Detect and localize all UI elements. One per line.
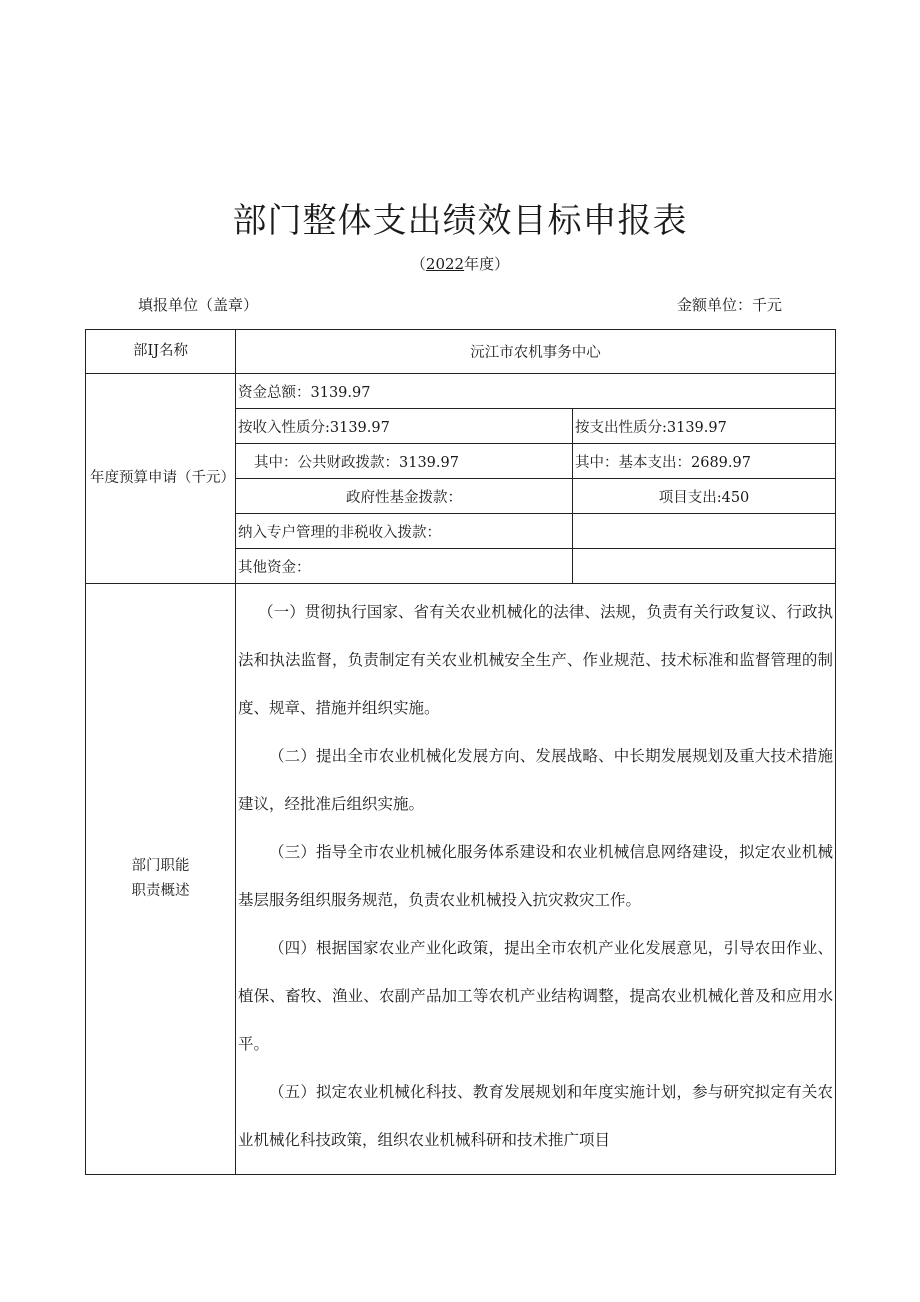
duty-item: （四）根据国家农业产业化政策，提出全市农机产业化发展意见，引导农田作业、植保、畜牧、渔业、农副产品加工等农机产业结构调整，提高农业机械化普及和应用水平。 bbox=[238, 939, 833, 1053]
performance-target-table bbox=[85, 329, 836, 1175]
duties-content bbox=[236, 584, 836, 1175]
duties-label bbox=[86, 584, 236, 1175]
budget-label: 年度预算申请（千元） bbox=[86, 374, 236, 584]
dept-name-row bbox=[86, 330, 836, 374]
amount-unit-label: 金额单位：千元 bbox=[676, 296, 782, 314]
budget-by-expense: 按支出性质分:3139.97 bbox=[573, 409, 836, 444]
page-title: 部门整体支出绩效目标申报表 bbox=[232, 201, 688, 241]
budget-project-expense: 项目支出:450 bbox=[573, 479, 836, 514]
duty-item: （五）拟定农业机械化科技、教育发展规划和年度实施计划，参与研究拟定有关农业机械化科技政策，组织农业机械科研和技术推广项目 bbox=[238, 1083, 833, 1149]
budget-by-income: 按收入性质分:3139.97 bbox=[236, 409, 573, 444]
dept-name-value: 沅江市农机事务中心 bbox=[236, 330, 836, 374]
year-subtitle bbox=[0, 253, 920, 274]
subtitle-open-paren: （ bbox=[410, 255, 426, 273]
budget-other-empty bbox=[573, 549, 836, 584]
duties-row bbox=[86, 584, 836, 1175]
budget-basic-expense: 其中：基本支出：2689.97 bbox=[573, 444, 836, 479]
subtitle-year-suffix: 年度） bbox=[464, 255, 510, 273]
fill-unit-label: 填报单位（盖章） bbox=[138, 296, 259, 314]
budget-non-tax: 纳入专户管理的非税收入拨款： bbox=[236, 514, 573, 549]
subtitle-year: 2022 bbox=[425, 255, 465, 273]
duty-item: （三）指导全市农业机械化服务体系建设和农业机械信息网络建设，拟定农业机械基层服务组织服务规范，负责农业机械投入抗灾救灾工作。 bbox=[238, 843, 833, 909]
budget-row-total bbox=[86, 374, 836, 409]
duty-item: （二）提出全市农业机械化发展方向、发展战略、中长期发展规划及重大技术措施建议，经批准后组织实施。 bbox=[238, 747, 833, 813]
duties-label-line2: 职责概述 bbox=[131, 883, 190, 899]
budget-gov-fund: 政府性基金拨款： bbox=[236, 479, 573, 514]
budget-total: 资金总额：3139.97 bbox=[236, 374, 836, 409]
duty-item: （一）贯彻执行国家、省有关农业机械化的法律、法规，负责有关行政复议、行政执法和执法监督，负责制定有关农业机械安全生产、作业规范、技术标准和监督管理的制度、规章、措施并组织实施。 bbox=[238, 603, 833, 717]
budget-non-tax-empty bbox=[573, 514, 836, 549]
budget-other-funds: 其他资金： bbox=[236, 549, 573, 584]
dept-name-label: 部IJ名称 bbox=[86, 330, 236, 374]
duties-label-line1: 部门职能 bbox=[131, 858, 190, 875]
budget-public-finance: 其中：公共财政拨款：3139.97 bbox=[236, 444, 573, 479]
